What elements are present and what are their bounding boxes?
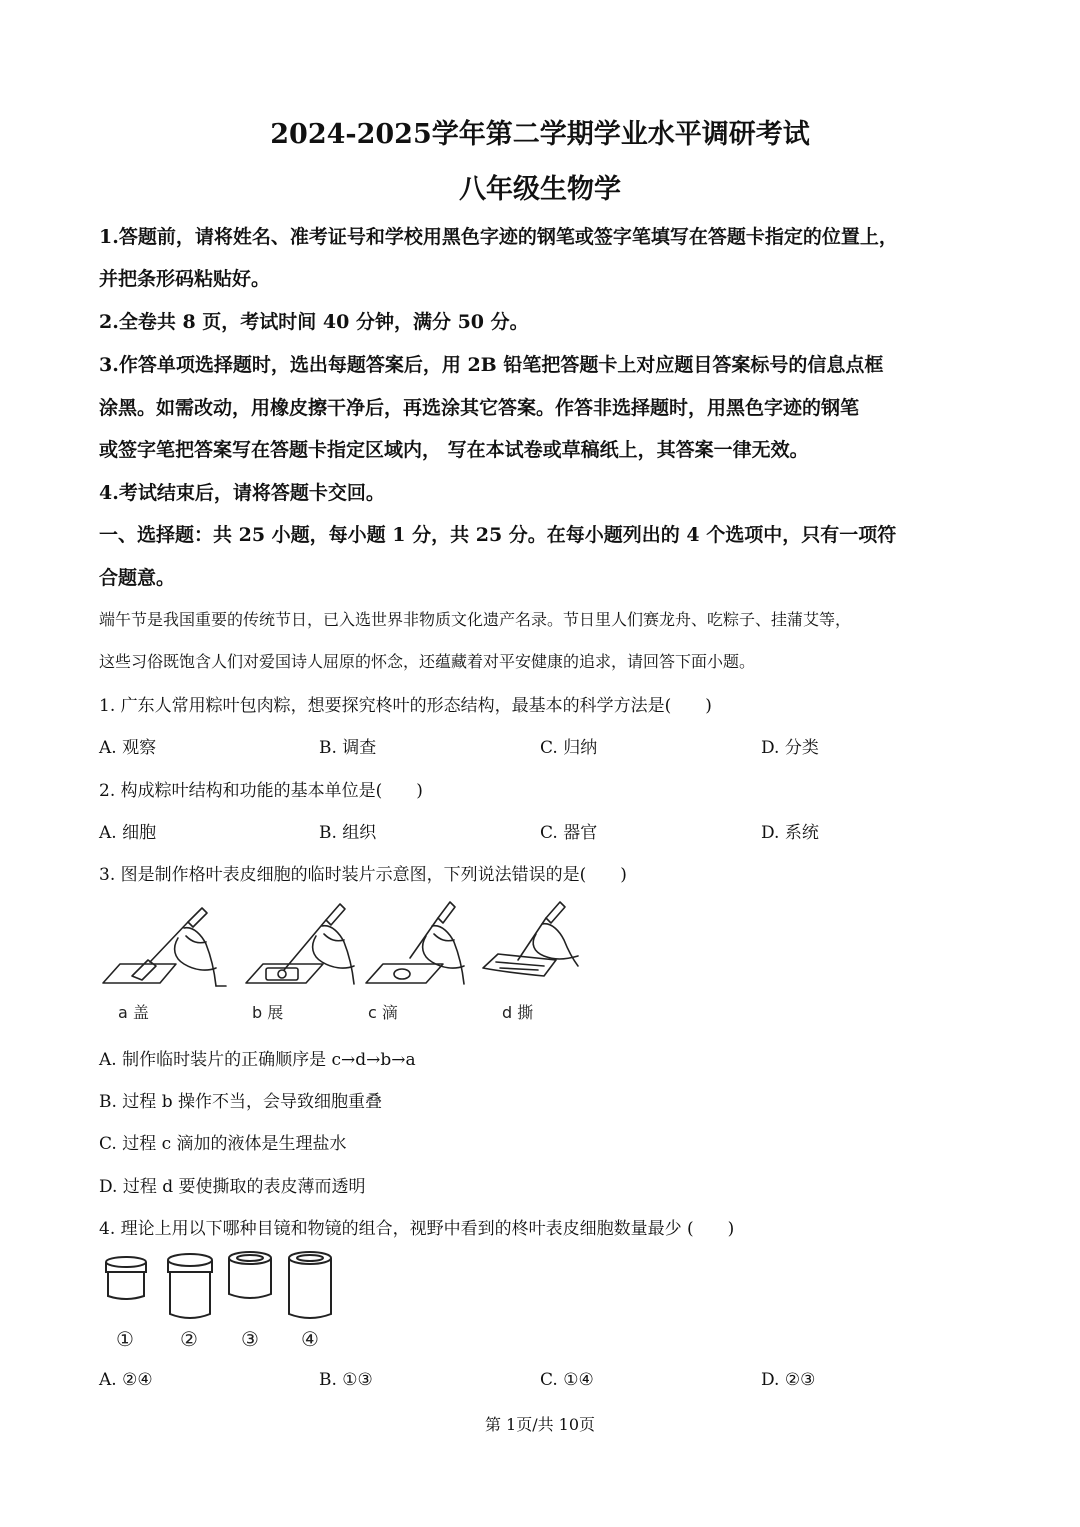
section-heading: 合题意。 bbox=[99, 567, 176, 589]
option-d: D. 分类 bbox=[761, 738, 819, 758]
section-heading: 一、选择题：共 25 小题，每小题 1 分，共 25 分。在每小题列出的 4 个选项中，只有一项符 bbox=[99, 524, 897, 546]
option-d: D. 过程 d 要使撕取的表皮薄而透明 bbox=[99, 1177, 366, 1197]
question-stem: 4. 理论上用以下哪种目镜和物镜的组合，视野中看到的柊叶表皮细胞数量最少 ( ) bbox=[99, 1219, 735, 1239]
option-a: A. ②④ bbox=[99, 1370, 153, 1390]
slide-preparation-figure bbox=[98, 898, 608, 1028]
step-a-cover-illustration bbox=[103, 908, 226, 986]
passage-line: 这些习俗既饱含人们对爱国诗人屈原的怀念，还蕴藏着对平安健康的追求，请回答下面小题。 bbox=[99, 652, 756, 671]
figure-label: ① bbox=[116, 1327, 134, 1351]
instruction-line: 3.作答单项选择题时，选出每题答案后，用 2B 铅笔把答题卡上对应题目答案标号的信息点框 bbox=[99, 354, 884, 376]
instruction-line: 并把条形码粘贴好。 bbox=[99, 268, 271, 290]
option-b: B. ①③ bbox=[319, 1370, 373, 1390]
figure-label: a 盖 bbox=[118, 1003, 149, 1022]
question-stem: 3. 图是制作格叶表皮细胞的临时装片示意图，下列说法错误的是( ) bbox=[99, 865, 627, 885]
instruction-line: 1.答题前，请将姓名、准考证号和学校用黑色字迹的钢笔或签字笔填写在答题卡指定的位置上， bbox=[99, 226, 898, 248]
option-c: C. ①④ bbox=[540, 1370, 594, 1390]
figure-label: b 展 bbox=[252, 1003, 284, 1022]
instruction-line: 或签字笔把答案写在答题卡指定区域内， 写在本试卷或草稿纸上，其答案一律无效。 bbox=[99, 439, 809, 461]
question-stem: 2. 构成粽叶结构和功能的基本单位是( ) bbox=[99, 781, 423, 801]
lens-3-illustration bbox=[229, 1252, 271, 1298]
figure-label: ③ bbox=[241, 1327, 259, 1351]
question-stem: 1. 广东人常用粽叶包肉粽，想要探究柊叶的形态结构，最基本的科学方法是( ) bbox=[99, 696, 712, 716]
figure-label: ② bbox=[180, 1327, 198, 1351]
page-number: 第 1页/共 10页 bbox=[484, 1415, 596, 1434]
option-b: B. 过程 b 操作不当，会导致细胞重叠 bbox=[99, 1092, 382, 1112]
passage-line: 端午节是我国重要的传统节日，已入选世界非物质文化遗产名录。节日里人们赛龙舟、吃粽子、挂蒲艾等， bbox=[99, 610, 852, 629]
option-c: C. 器官 bbox=[540, 823, 598, 843]
instruction-line: 2.全卷共 8 页，考试时间 40 分钟，满分 50 分。 bbox=[99, 311, 529, 333]
option-a: A. 细胞 bbox=[99, 823, 157, 843]
option-d: D. ②③ bbox=[761, 1370, 816, 1390]
figure-label: c 滴 bbox=[368, 1003, 398, 1022]
instruction-line: 涂黑。如需改动，用橡皮擦干净后，再选涂其它答案。作答非选择题时，用黑色字迹的钢笔 bbox=[99, 397, 860, 419]
option-d: D. 系统 bbox=[761, 823, 819, 843]
option-c: C. 归纳 bbox=[540, 738, 598, 758]
figure-label: ④ bbox=[301, 1327, 319, 1351]
lens-figure bbox=[98, 1248, 348, 1358]
option-c: C. 过程 c 滴加的液体是生理盐水 bbox=[99, 1134, 347, 1154]
step-d-tear-illustration bbox=[483, 902, 578, 976]
lens-2-illustration bbox=[168, 1254, 212, 1318]
step-b-spread-illustration bbox=[246, 904, 354, 984]
step-c-drip-illustration bbox=[366, 902, 464, 984]
lens-1-illustration bbox=[106, 1257, 146, 1299]
exam-title: 2024-2025学年第二学期学业水平调研考试 bbox=[270, 119, 810, 150]
option-b: B. 组织 bbox=[319, 823, 377, 843]
instruction-line: 4.考试结束后，请将答题卡交回。 bbox=[99, 482, 385, 504]
figure-label: d 撕 bbox=[502, 1003, 534, 1022]
exam-subtitle: 八年级生物学 bbox=[459, 174, 621, 205]
option-a: A. 观察 bbox=[99, 738, 157, 758]
option-b: B. 调查 bbox=[319, 738, 377, 758]
option-a: A. 制作临时装片的正确顺序是 c→d→b→a bbox=[99, 1050, 416, 1070]
lens-4-illustration bbox=[289, 1252, 331, 1318]
